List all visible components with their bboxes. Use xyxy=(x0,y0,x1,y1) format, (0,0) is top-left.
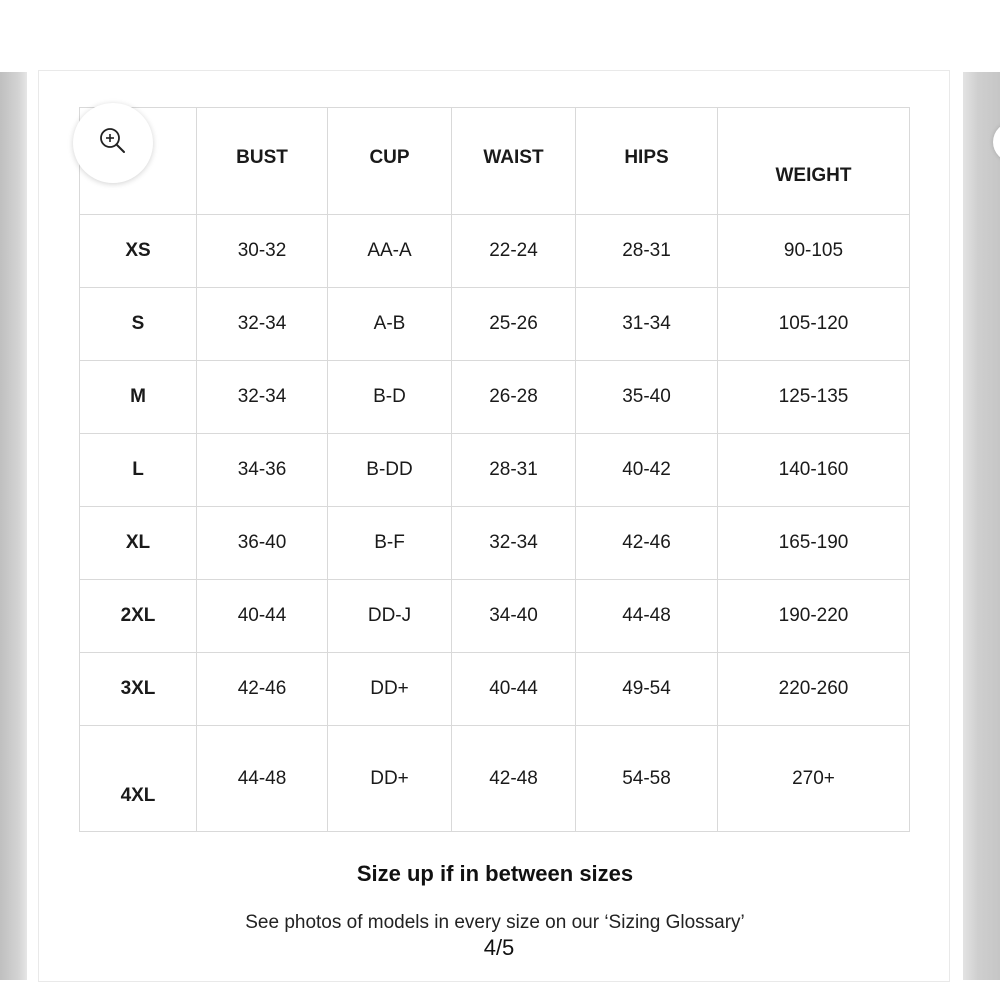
waist-cell: 32-34 xyxy=(452,507,576,580)
waist-cell: 34-40 xyxy=(452,580,576,653)
waist-cell: 42-48 xyxy=(452,726,576,832)
zoom-button[interactable] xyxy=(73,103,153,183)
hips-cell: 40-42 xyxy=(576,434,718,507)
bust-cell: 36-40 xyxy=(197,507,328,580)
size-chart-table xyxy=(79,107,910,832)
bust-cell: 30-32 xyxy=(197,215,328,288)
weight-cell: 125-135 xyxy=(718,361,910,434)
weight-cell: 165-190 xyxy=(718,507,910,580)
size-cell: S xyxy=(80,288,197,361)
previous-slide-edge[interactable] xyxy=(0,72,27,980)
header-weight: WEIGHT xyxy=(718,108,910,215)
hips-cell: 54-58 xyxy=(576,726,718,832)
table-row xyxy=(80,726,910,832)
weight-cell: 270+ xyxy=(718,726,910,832)
table-row xyxy=(80,653,910,726)
table-row xyxy=(80,215,910,288)
header-bust: BUST xyxy=(197,108,328,215)
bust-cell: 34-36 xyxy=(197,434,328,507)
header-waist: WAIST xyxy=(452,108,576,215)
hips-cell: 44-48 xyxy=(576,580,718,653)
sizing-glossary-note: See photos of models in every size on our ‘Sizing Glossary’ xyxy=(245,912,745,933)
waist-cell: 28-31 xyxy=(452,434,576,507)
slide-page-indicator: 4/5 xyxy=(483,935,515,960)
table-row xyxy=(80,434,910,507)
table-row xyxy=(80,288,910,361)
waist-cell: 40-44 xyxy=(452,653,576,726)
size-cell: XS xyxy=(80,215,197,288)
bust-cell: 42-46 xyxy=(197,653,328,726)
hips-cell: 42-46 xyxy=(576,507,718,580)
cup-cell: AA-A xyxy=(328,215,452,288)
cup-cell: B-F xyxy=(328,507,452,580)
header-row xyxy=(80,108,910,215)
size-cell: 4XL xyxy=(80,726,197,832)
hips-cell: 28-31 xyxy=(576,215,718,288)
hips-cell: 31-34 xyxy=(576,288,718,361)
weight-cell: 90-105 xyxy=(718,215,910,288)
next-slide-edge[interactable] xyxy=(963,72,1000,980)
bust-cell: 44-48 xyxy=(197,726,328,832)
header-hips: HIPS xyxy=(576,108,718,215)
waist-cell: 25-26 xyxy=(452,288,576,361)
cup-cell: DD+ xyxy=(328,726,452,832)
size-cell: XL xyxy=(80,507,197,580)
cup-cell: DD-J xyxy=(328,580,452,653)
table-row xyxy=(80,361,910,434)
hips-cell: 35-40 xyxy=(576,361,718,434)
weight-cell: 190-220 xyxy=(718,580,910,653)
size-cell: M xyxy=(80,361,197,434)
cup-cell: A-B xyxy=(328,288,452,361)
weight-cell: 140-160 xyxy=(718,434,910,507)
zoom-in-icon xyxy=(96,124,130,163)
table-row xyxy=(80,580,910,653)
size-cell: L xyxy=(80,434,197,507)
size-advice-text: Size up if in between sizes xyxy=(356,861,634,886)
size-cell: 3XL xyxy=(80,653,197,726)
table-row xyxy=(80,507,910,580)
cup-cell: B-D xyxy=(328,361,452,434)
header-cup: CUP xyxy=(328,108,452,215)
bust-cell: 32-34 xyxy=(197,361,328,434)
cup-cell: DD+ xyxy=(328,653,452,726)
cup-cell: B-DD xyxy=(328,434,452,507)
bust-cell: 32-34 xyxy=(197,288,328,361)
bust-cell: 40-44 xyxy=(197,580,328,653)
hips-cell: 49-54 xyxy=(576,653,718,726)
size-cell: 2XL xyxy=(80,580,197,653)
waist-cell: 26-28 xyxy=(452,361,576,434)
waist-cell: 22-24 xyxy=(452,215,576,288)
weight-cell: 105-120 xyxy=(718,288,910,361)
weight-cell: 220-260 xyxy=(718,653,910,726)
